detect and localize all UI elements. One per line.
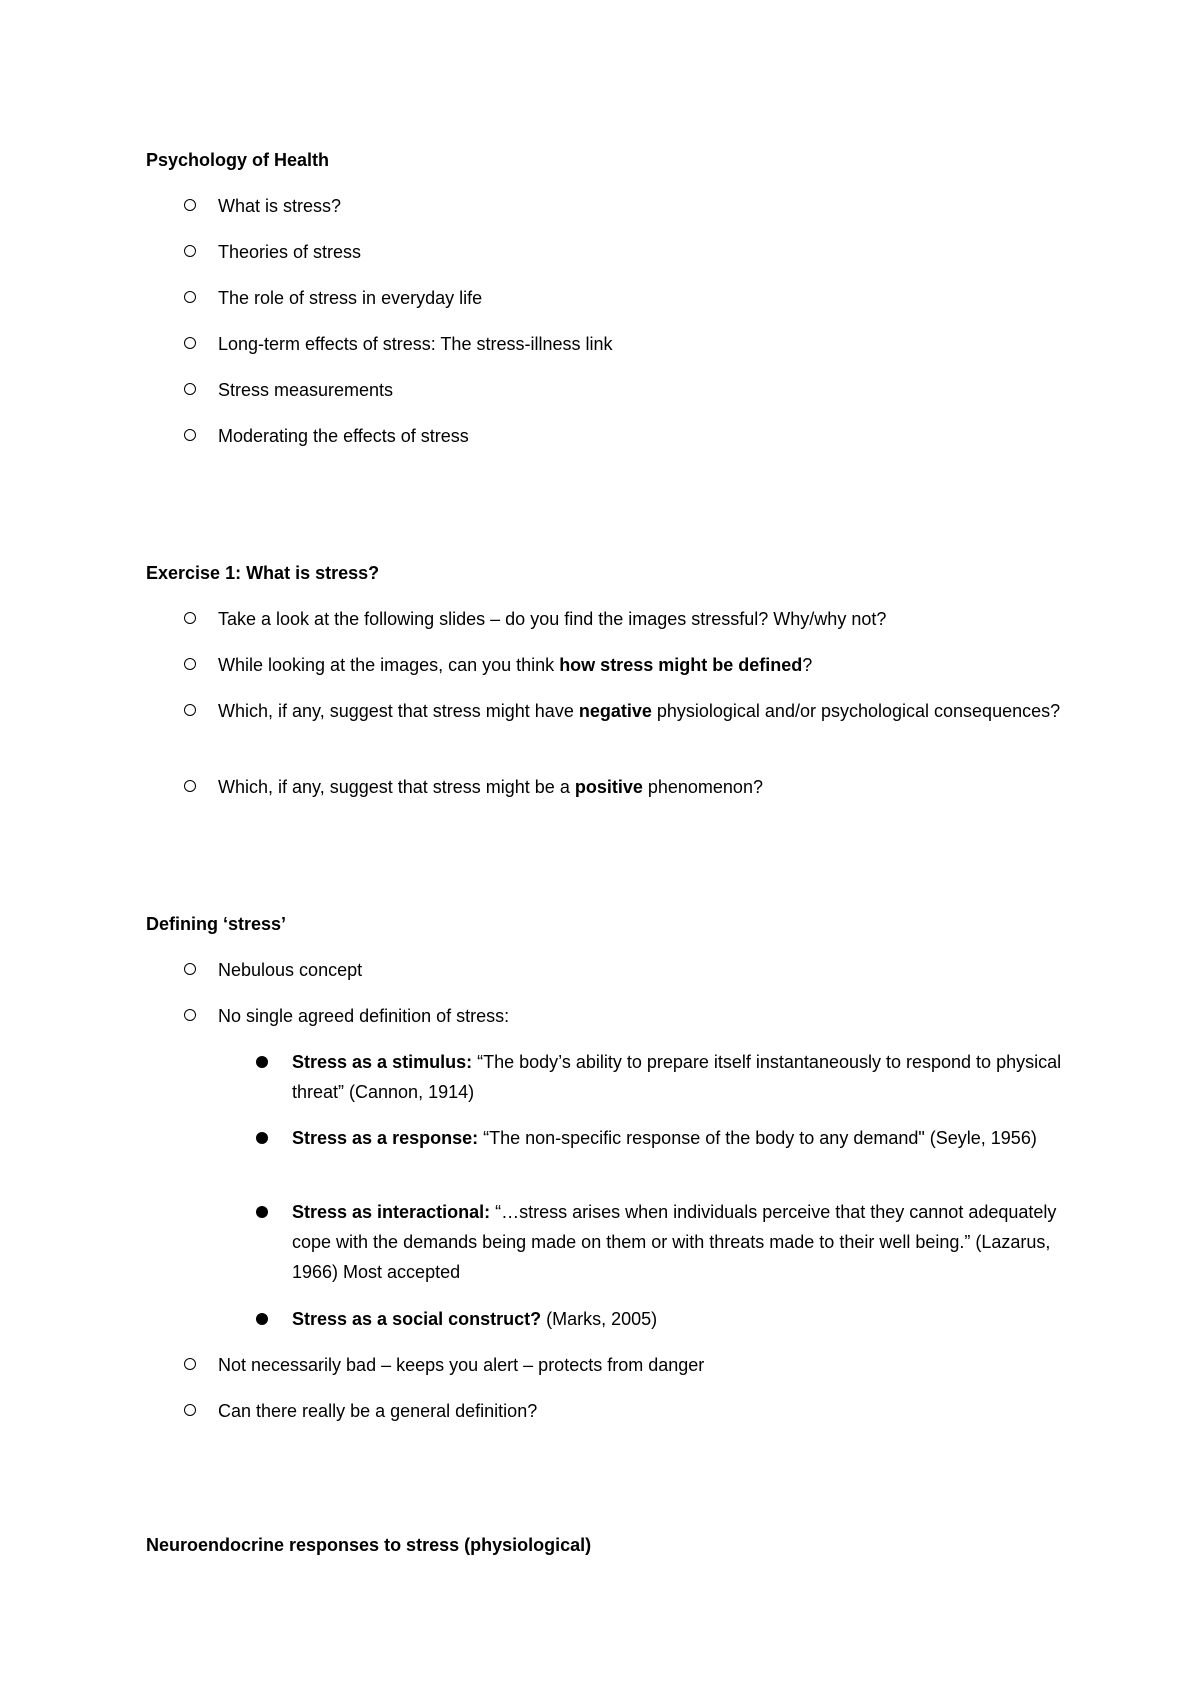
open-circle-bullet-icon <box>184 963 196 975</box>
list-item: Long-term effects of stress: The stress-illness link <box>184 329 1064 359</box>
filled-circle-bullet-icon <box>256 1132 268 1144</box>
open-circle-bullet-icon <box>184 612 196 624</box>
list-item: While looking at the images, can you think how stress might be defined? <box>184 650 1064 680</box>
list-item: Which, if any, suggest that stress might have negative physiological and/or psychological consequences? <box>184 696 1064 726</box>
open-circle-bullet-icon <box>184 429 196 441</box>
filled-circle-bullet-icon <box>256 1206 268 1218</box>
open-circle-bullet-icon <box>184 1358 196 1370</box>
list-item: No single agreed definition of stress: <box>184 1001 1064 1031</box>
list-item: Can there really be a general definition? <box>184 1396 1064 1426</box>
section-title-exercise-1: Exercise 1: What is stress? <box>146 563 380 583</box>
list-item: Stress measurements <box>184 375 1064 405</box>
open-circle-bullet-icon <box>184 1404 196 1416</box>
section-title-defining-stress: Defining ‘stress’ <box>146 914 287 934</box>
list-item: What is stress? <box>184 191 1064 221</box>
sub-list-item: Stress as a response: “The non-specific response of the body to any demand" (Seyle, 1956) <box>256 1123 1066 1153</box>
open-circle-bullet-icon <box>184 291 196 303</box>
filled-circle-bullet-icon <box>256 1313 268 1325</box>
open-circle-bullet-icon <box>184 780 196 792</box>
open-circle-bullet-icon <box>184 245 196 257</box>
list-item: Which, if any, suggest that stress might be a positive phenomenon? <box>184 772 1064 802</box>
open-circle-bullet-icon <box>184 1009 196 1021</box>
list-item: Not necessarily bad – keeps you alert – protects from danger <box>184 1350 1064 1380</box>
list-item: Take a look at the following slides – do you find the images stressful? Why/why not? <box>184 604 1064 634</box>
open-circle-bullet-icon <box>184 658 196 670</box>
sub-list-item: Stress as a stimulus: “The body’s ability to prepare itself instantaneously to respond to physical threat” (Cannon, 1914) <box>256 1047 1066 1107</box>
open-circle-bullet-icon <box>184 704 196 716</box>
list-item: Moderating the effects of stress <box>184 421 1064 451</box>
list-item: The role of stress in everyday life <box>184 283 1064 313</box>
sub-list-item: Stress as interactional: “…stress arises when individuals perceive that they cannot adequately cope with the demands being made on them or with threats made to their well being.” (Lazarus, 1966) Most accepted <box>256 1197 1066 1287</box>
section-title-psychology-of-health: Psychology of Health <box>146 150 330 170</box>
open-circle-bullet-icon <box>184 199 196 211</box>
sub-list-item: Stress as a social construct? (Marks, 2005) <box>256 1304 1066 1334</box>
section-title-neuroendocrine: Neuroendocrine responses to stress (physiological) <box>146 1535 592 1555</box>
open-circle-bullet-icon <box>184 337 196 349</box>
open-circle-bullet-icon <box>184 383 196 395</box>
filled-circle-bullet-icon <box>256 1056 268 1068</box>
list-item: Nebulous concept <box>184 955 1064 985</box>
list-item: Theories of stress <box>184 237 1064 267</box>
